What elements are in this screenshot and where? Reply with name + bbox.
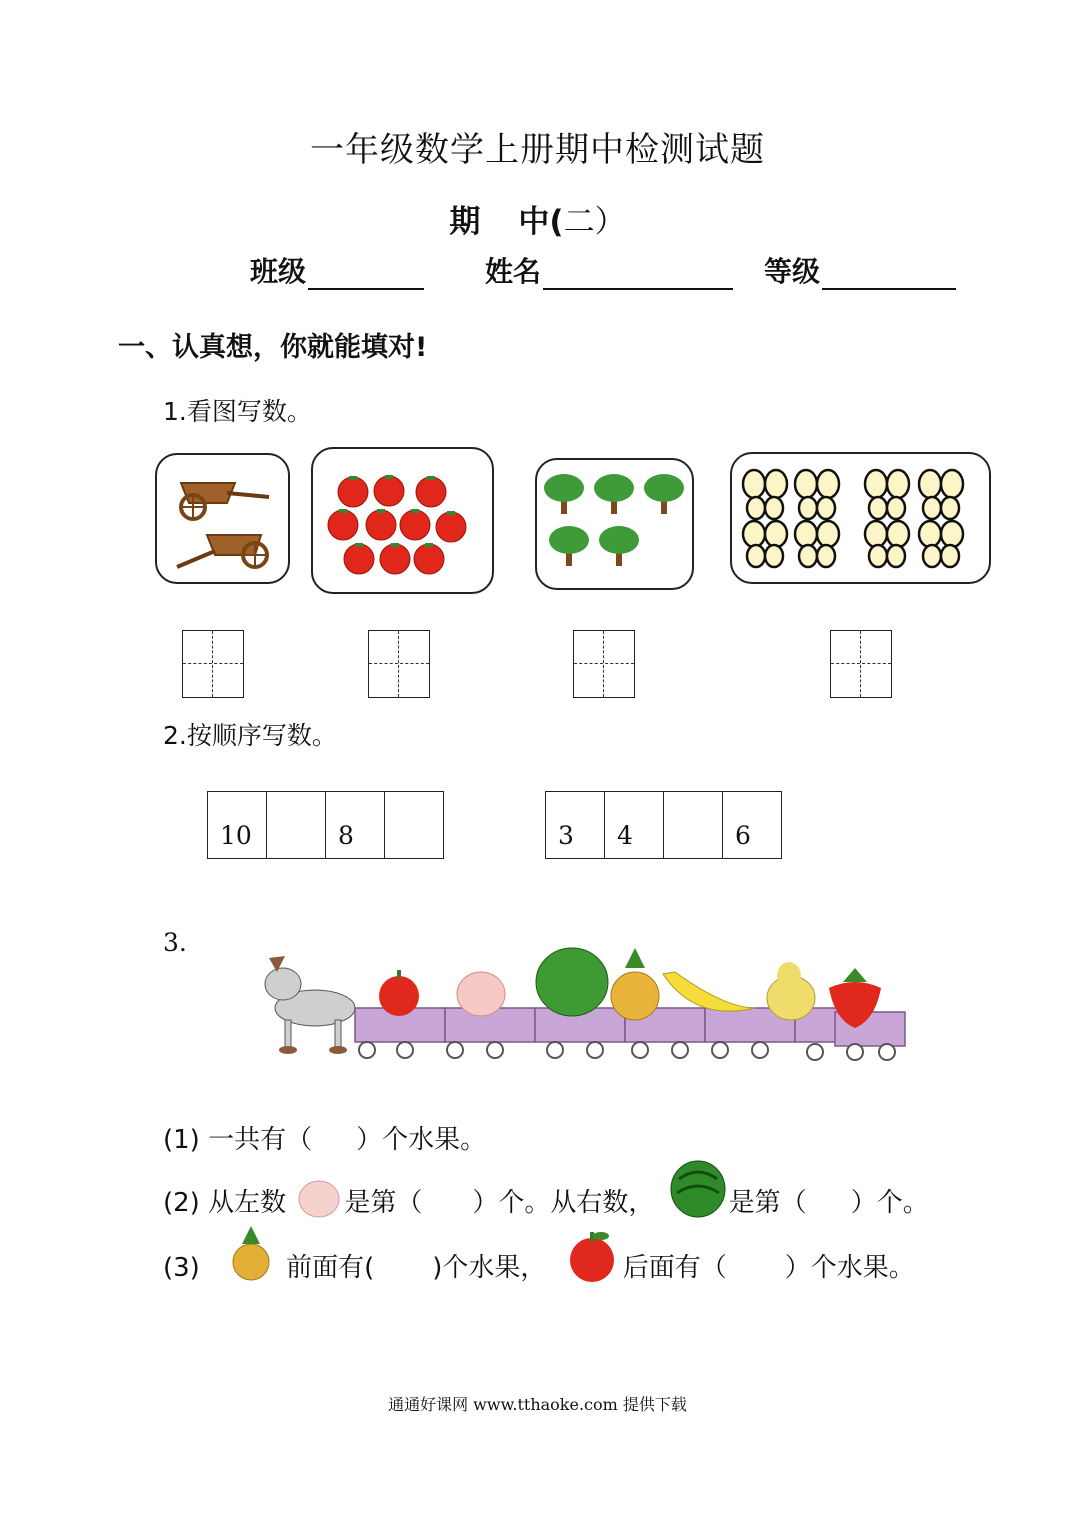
- banana-icon: [663, 972, 755, 1011]
- section-1-heading: 一、认真想，你就能填对!: [118, 332, 428, 363]
- name-label: 姓名: [485, 255, 542, 288]
- subtitle-part-c: 二）: [563, 204, 626, 240]
- answer-box-butterflies[interactable]: [830, 630, 892, 698]
- sequence-row-1: [207, 791, 444, 859]
- subtitle-part-b: 中(: [518, 204, 564, 240]
- answer-box-wheelbarrows[interactable]: [182, 630, 244, 698]
- q3-label: 3.: [163, 928, 187, 957]
- sequence-cell[interactable]: 8: [326, 792, 385, 858]
- pineapple-icon: [226, 1226, 276, 1282]
- peach-icon: [296, 1175, 342, 1219]
- apple-icon: [565, 1226, 621, 1284]
- grade-field: [764, 250, 956, 290]
- watermelon-icon: [536, 948, 608, 1016]
- sequence-cell[interactable]: 10: [208, 792, 267, 858]
- sequence-cell[interactable]: [267, 792, 326, 858]
- sequence-cell[interactable]: [385, 792, 443, 858]
- class-blank[interactable]: [308, 258, 424, 290]
- pear-icon: [767, 962, 815, 1020]
- answer-box-tomatoes[interactable]: [368, 630, 430, 698]
- butterfly-icon: [732, 454, 989, 582]
- name-field: [485, 250, 733, 290]
- apple-icon: [379, 970, 419, 1016]
- fruit-train-illustration: [255, 938, 917, 1072]
- tree-icon: [537, 460, 692, 588]
- sequence-cell[interactable]: 4: [605, 792, 664, 858]
- picture-box-trees: [535, 458, 694, 590]
- answer-box-trees[interactable]: [573, 630, 635, 698]
- picture-box-wheelbarrows: [155, 453, 290, 584]
- page-title: 一年级数学上册期中检测试题: [310, 130, 765, 170]
- name-blank[interactable]: [543, 258, 733, 290]
- donkey-icon: [265, 956, 355, 1054]
- grade-label: 等级: [764, 255, 821, 288]
- footer-credit: 通通好课网 www.tthaoke.com 提供下载: [388, 1395, 687, 1414]
- class-field: [250, 250, 424, 290]
- page-subtitle: [0, 196, 1075, 241]
- subtitle-part-a: 期: [449, 204, 481, 240]
- sequence-row-2: [545, 791, 782, 859]
- grade-blank[interactable]: [822, 258, 956, 290]
- q2-label: 2.按顺序写数。: [163, 721, 337, 750]
- sequence-cell[interactable]: 6: [735, 821, 751, 850]
- picture-box-butterflies: [730, 452, 991, 584]
- q3-sub1: (1) 一共有（ ）个水果。: [163, 1125, 487, 1155]
- sequence-cell[interactable]: [664, 792, 723, 858]
- picture-box-tomatoes: [311, 447, 494, 594]
- tomato-icon: [313, 449, 492, 592]
- wheelbarrow-icon: [157, 455, 288, 582]
- q1-label: 1.看图写数。: [163, 397, 312, 426]
- class-label: 班级: [250, 255, 307, 288]
- watermelon-icon: [669, 1159, 727, 1219]
- peach-icon: [457, 972, 505, 1016]
- q3-sub2: (2) 从左数 是第（ ）个。从右数， 是第（ ）个。: [163, 1182, 929, 1219]
- q3-sub3: (3) 前面有( )个水果， 后面有（ ）个水果。: [163, 1247, 915, 1284]
- sequence-cell[interactable]: 3: [546, 792, 605, 858]
- pineapple-icon: [611, 948, 659, 1020]
